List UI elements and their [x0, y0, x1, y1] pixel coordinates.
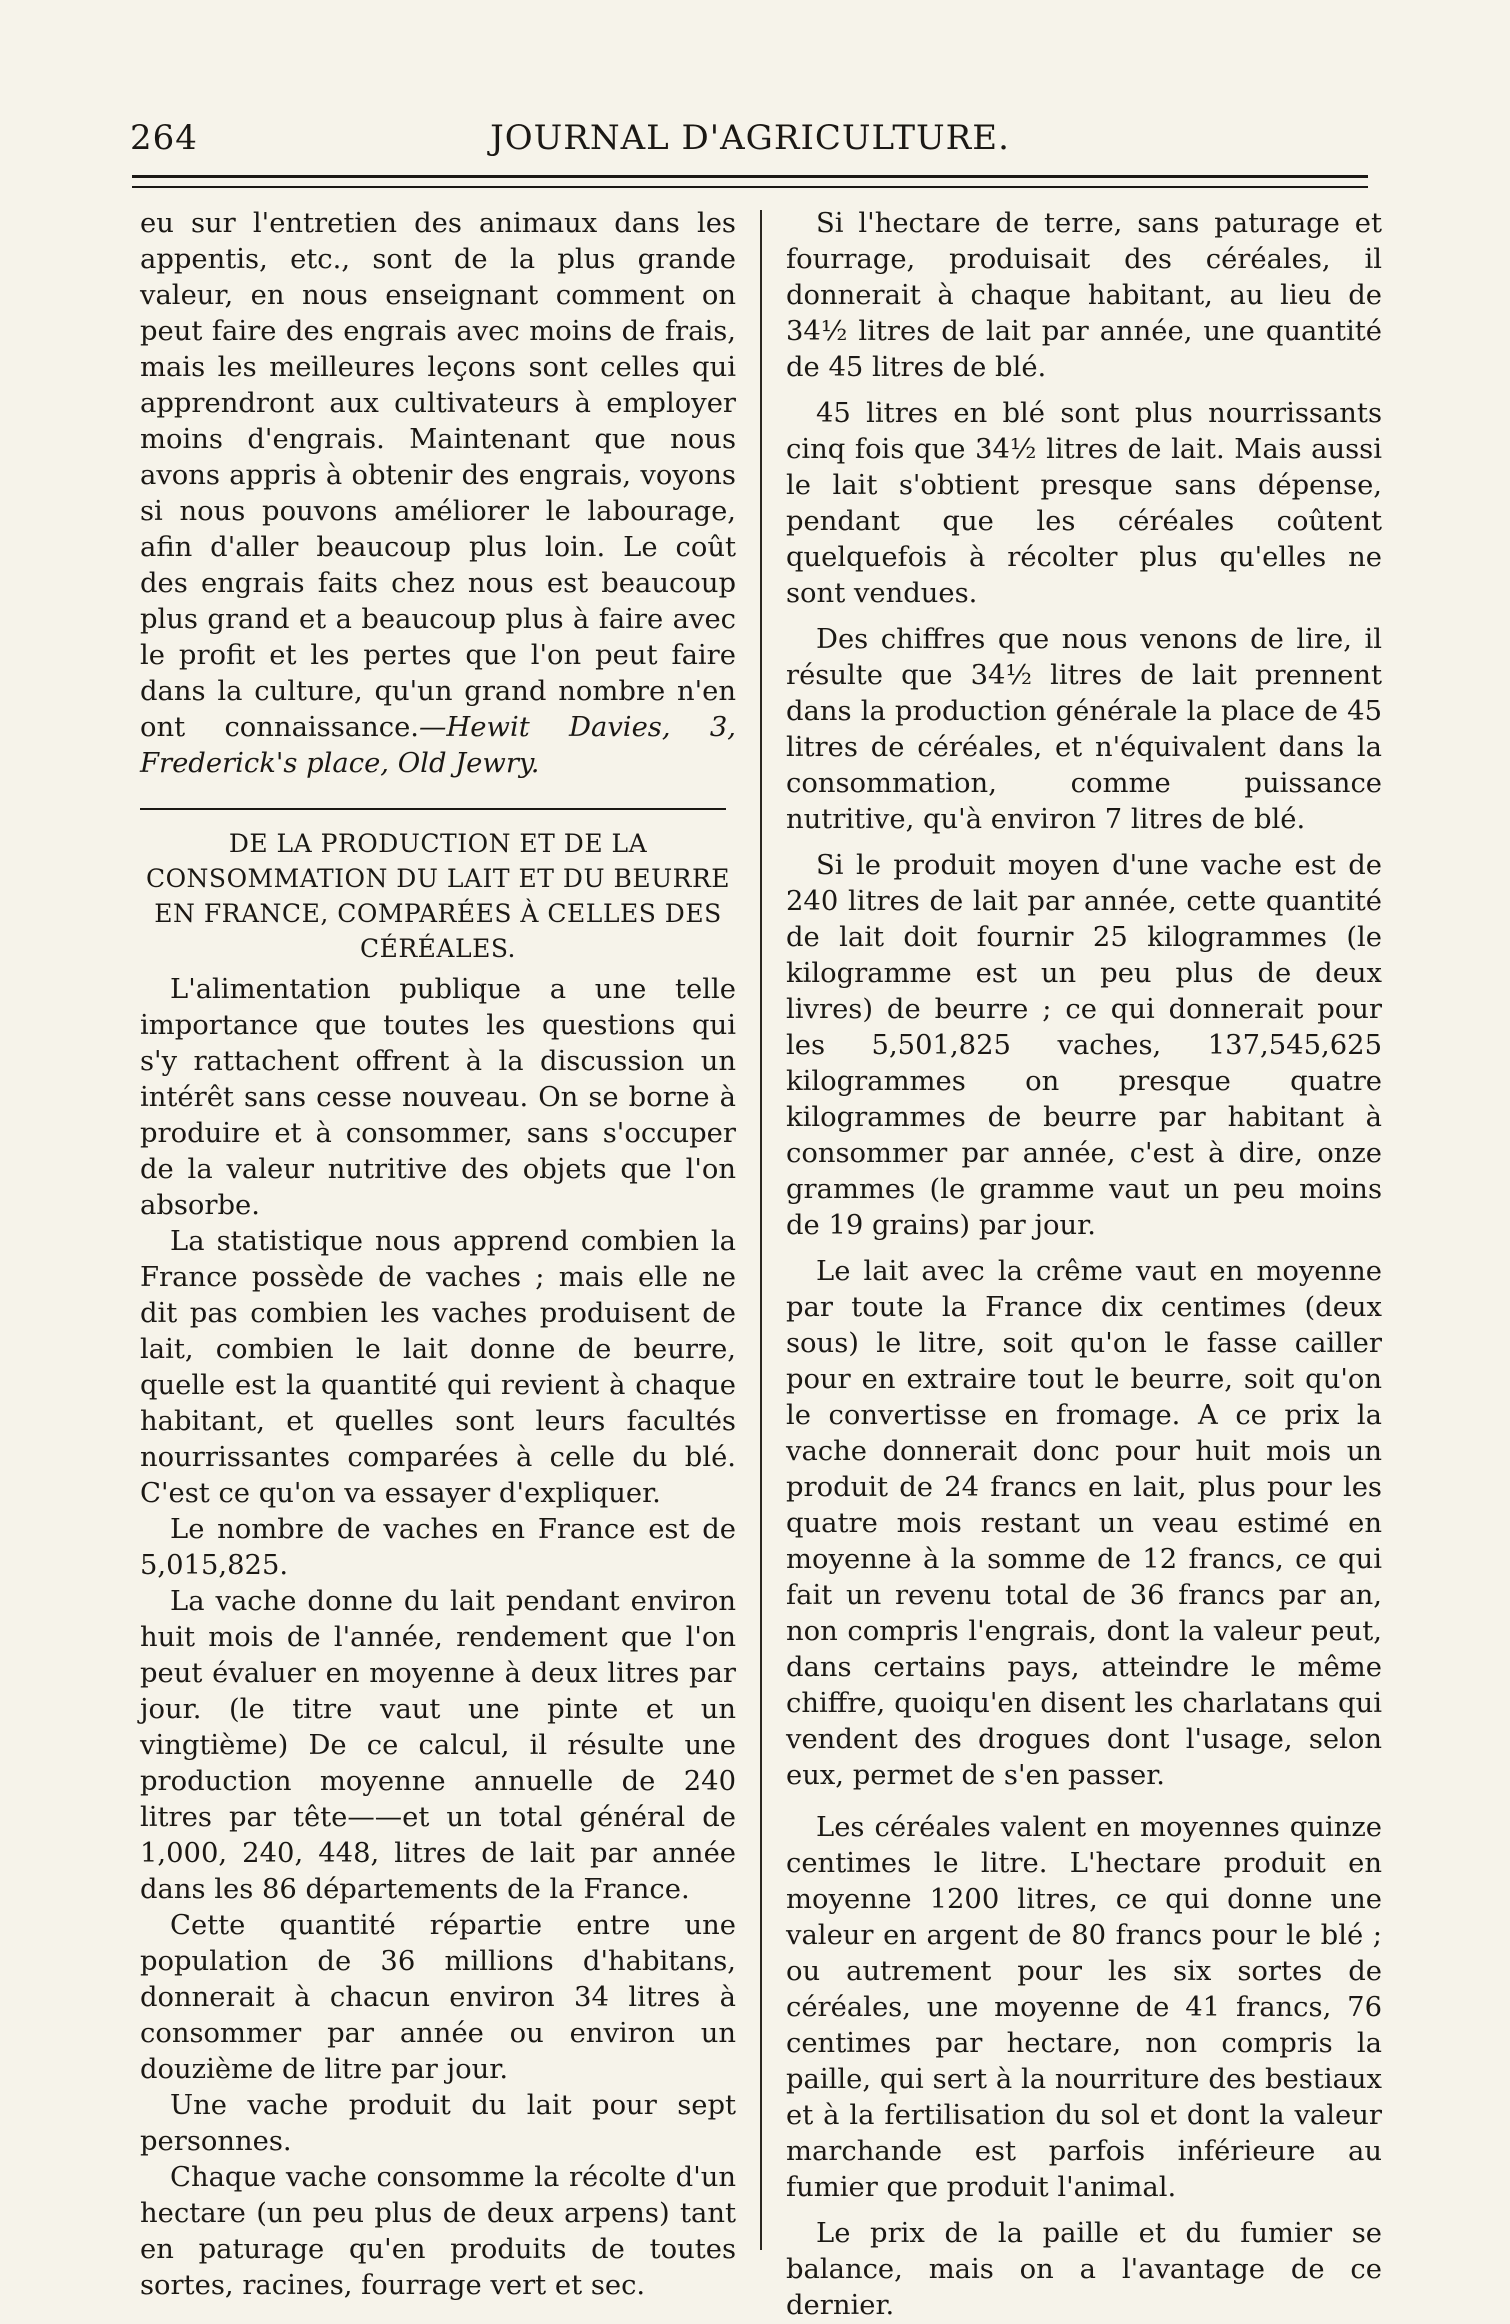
- paragraph: Des chiffres que nous venons de lire, il résulte que 34½ litres de lait prennent dans la production générale la place de 45 litres de céréales, et n'équivalent dans la consommation, comme puissance nutritive, qu'à environ 7 litres de blé.: [786, 624, 1382, 835]
- paragraph: Le lait avec la crême vaut en moyenne par toute la France dix centimes (deux sous) le litre, soit qu'on le fasse cailler pour en extraire tout le beurre, soit qu'on le convertisse en fromage. A ce prix la vache donnerait donc pour huit mois un produit de 24 francs en lait, plus pour les quatre mois restant un veau estimé en moyenne à la somme de 12 francs, ce qui fait un revenu total de 36 francs par an, non compris l'engrais, dont la valeur peut, dans certains pays, atteindre le même chiffre, quoiqu'en disent les charlatans qui vendent des drogues dont l'usage, selon eux, permet de s'en passer.: [786, 1256, 1382, 1791]
- paragraph: Si le produit moyen d'une vache est de 240 litres de lait par année, cette quantité de lait doit fournir 25 kilogrammes (le kilogramme est un peu plus de deux livres) de beurre ; ce qui donnerait pour les 5,501,825 vaches, 137,545,625 kilogrammes on presque quatre kilogrammes de beurre par habitant à consommer par année, c'est à dire, onze grammes (le gramme vaut un peu moins de 19 grains) par jour.: [786, 850, 1382, 1241]
- paragraph: Si l'hectare de terre, sans paturage et fourrage, produisait des céréales, il donnerait à chaque habitant, au lieu de 34½ litres de lait par année, une quantité de 45 litres de blé.: [786, 208, 1382, 383]
- section-title: DE LA PRODUCTION ET DE LA CONSOMMATION DU LAIT ET DU BEURRE EN FRANCE, COMPARÉES À CELLES DES CÉRÉALES.: [145, 829, 731, 963]
- paragraph: La vache donne du lait pendant environ huit mois de l'année, rendement que l'on peut évaluer en moyenne à deux litres par jour. (le titre vaut une pinte et un vingtième) De ce calcul, il résulte une production moyenne annuelle de 240 litres par tête——et un total général de 1,000, 240, 448, litres de lait par année dans les 86 départements de la France.: [140, 1586, 736, 1905]
- journal-title: JOURNAL D'AGRICULTURE.: [490, 118, 1010, 158]
- header-double-rule: [132, 175, 1368, 188]
- paragraph: Une vache produit du lait pour sept personnes.: [140, 2090, 736, 2157]
- paragraph: 45 litres en blé sont plus nourrissants cinq fois que 34½ litres de lait. Mais aussi le lait s'obtient presque sans dépense, pendant que les céréales coûtent quelquefois à récolter plus qu'elles ne sont vendues.: [786, 398, 1382, 609]
- continuation-text: eu sur l'entretien des animaux dans les appentis, etc., sont de la plus grande valeur, en nous enseignant comment on peut faire des engrais avec moins de frais, mais les meilleures leçons sont celles qui apprendront aux cultivateurs à employer moins d'engrais. Maintenant que nous avons appris à obtenir des engrais, voyons si nous pouvons améliorer le labourage, afin d'aller beaucoup plus loin. Le coût des engrais faits chez nous est beaucoup plus grand et a beaucoup plus à faire avec le profit et les pertes que l'on peut faire dans la culture, qu'un grand nombre n'en ont connaissance.: [140, 208, 736, 743]
- paragraph: Le prix de la paille et du fumier se balance, mais on a l'avantage de ce dernier.: [786, 2218, 1382, 2321]
- article-separator: [140, 808, 726, 810]
- page-number: 264: [130, 118, 198, 158]
- paragraph: Cette quantité répartie entre une population de 36 millions d'habitans, donnerait à chacun environ 34 litres à consommer par année ou environ un douzième de litre par jour.: [140, 1910, 736, 2085]
- column-divider: [760, 210, 762, 2250]
- paragraph: Les céréales valent en moyennes quinze centimes le litre. L'hectare produit en moyenne 1200 litres, ce qui donne une valeur en argent de 80 francs pour le blé ; ou autrement pour les six sortes de céréales, une moyenne de 41 francs, 76 centimes par hectare, non compris la paille, qui sert à la nourriture des bestiaux et à la fertilisation du sol et dont la valeur marchande est parfois inférieure au fumier que produit l'animal.: [786, 1812, 1382, 2203]
- page-header: [130, 112, 1370, 162]
- paragraph: La statistique nous apprend combien la France possède de vaches ; mais elle ne dit pas combien les vaches produisent de lait, combien le lait donne de beurre, quelle est la quantité qui revient à chaque habitant, et quelles sont leurs facultés nourrissantes comparées à celle du blé. C'est ce qu'on va essayer d'expliquer.: [140, 1226, 736, 1509]
- attribution: —Hewit Davies, 3, Frederick's place, Old Jewry.: [140, 712, 736, 779]
- article-continuation: [140, 206, 736, 782]
- right-column: [786, 206, 1382, 2324]
- paragraph: L'alimentation publique a une telle importance que toutes les questions qui s'y rattachent offrent à la discussion un intérêt sans cesse nouveau. On se borne à produire et à consommer, sans s'occuper de la valeur nutritive des objets que l'on absorbe.: [140, 974, 736, 1221]
- paragraph: Chaque vache consomme la récolte d'un hectare (un peu plus de deux arpens) tant en paturage qu'en produits de toutes sortes, racines, fourrage vert et sec.: [140, 2162, 736, 2301]
- paragraph: Le nombre de vaches en France est de 5,015,825.: [140, 1514, 736, 1581]
- left-column: [140, 206, 736, 2304]
